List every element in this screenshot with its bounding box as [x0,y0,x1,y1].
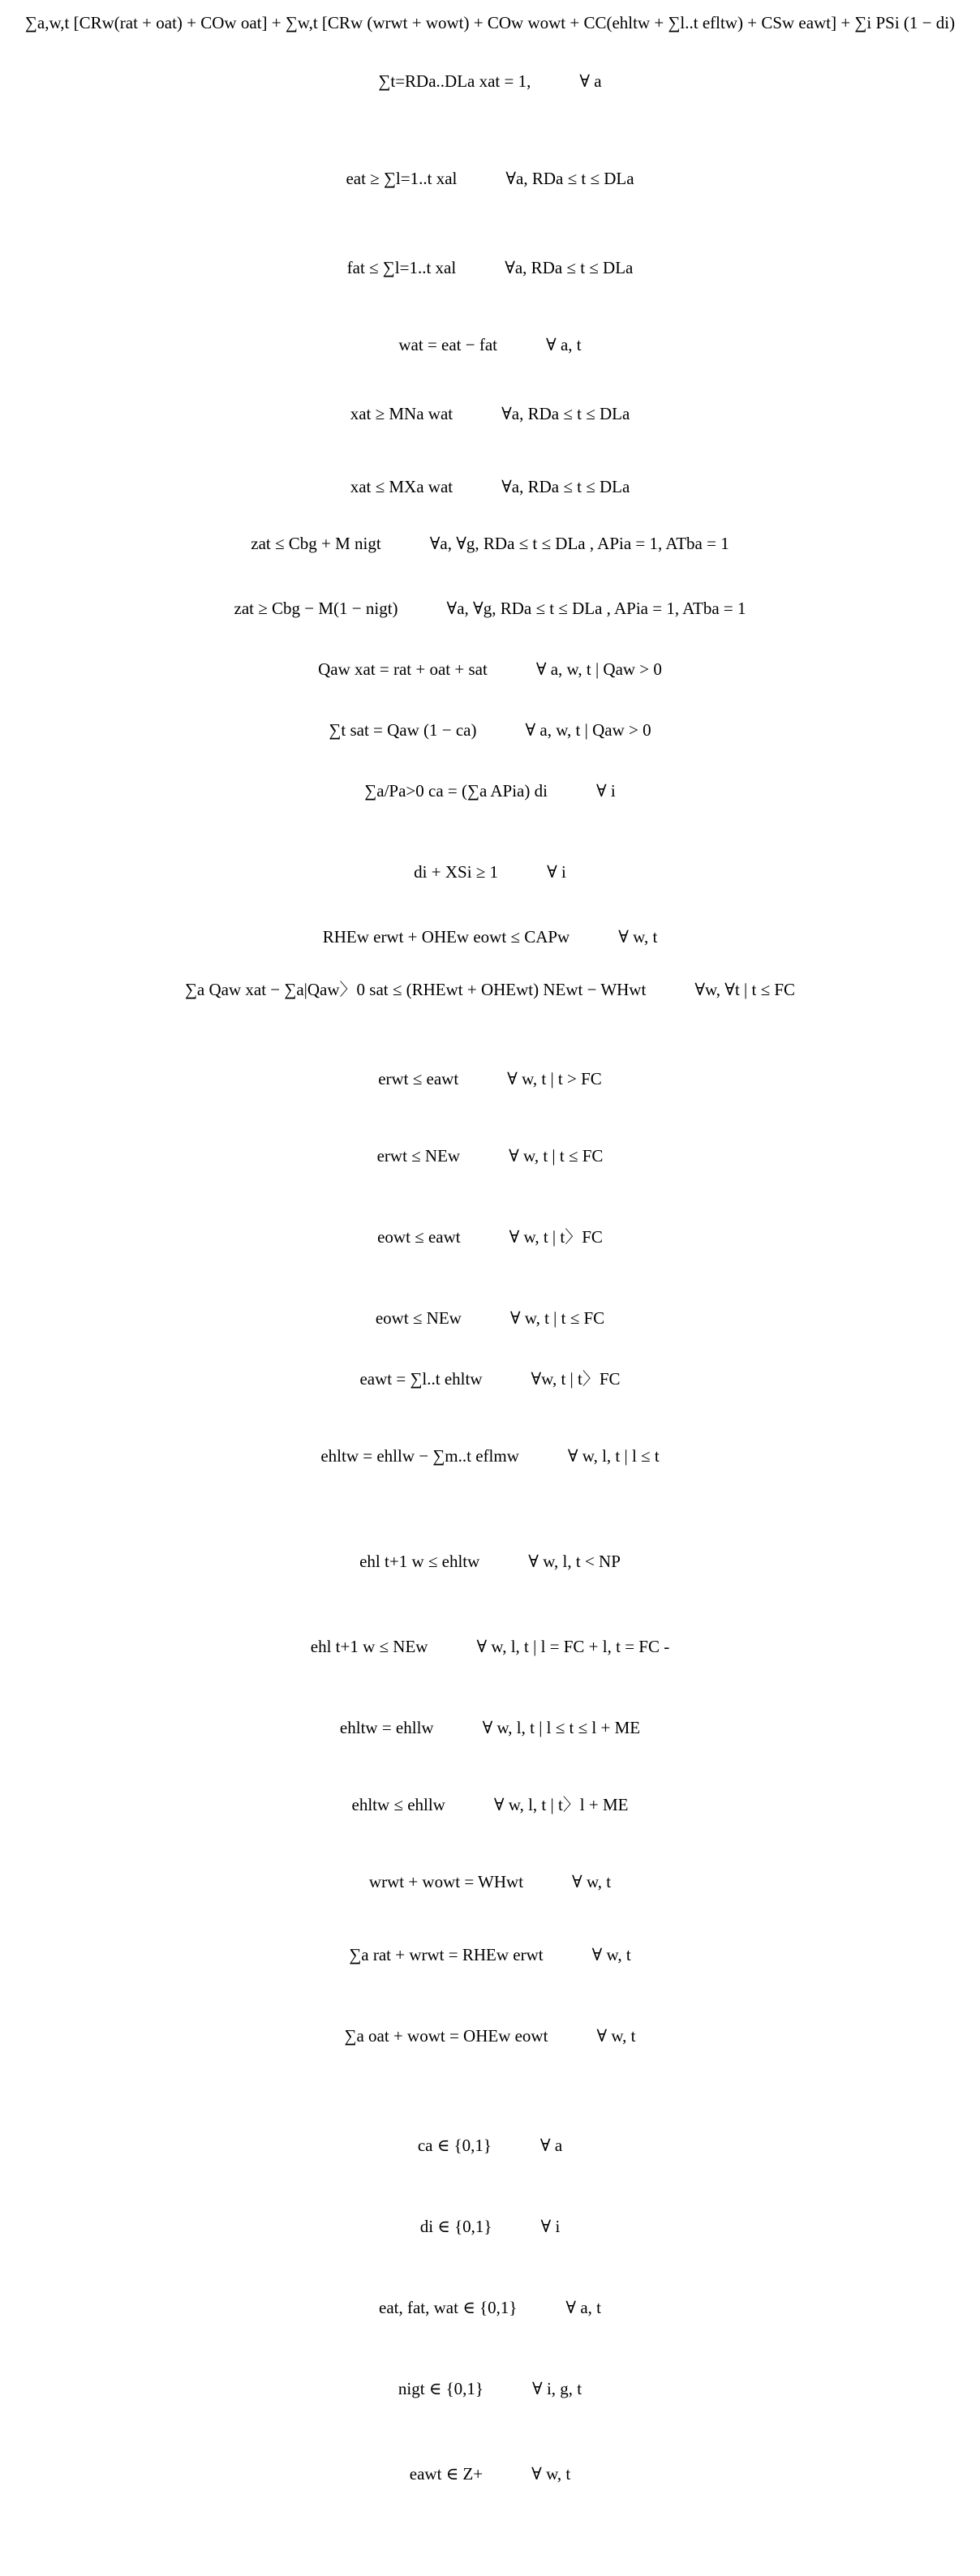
equation-formula: ehl t+1 w ≤ NEw [310,1637,428,1656]
equation-formula: ca ∈ {0,1} [417,2136,492,2155]
equation-row [0,1553,980,1570]
equation-formula: ∑a rat + wrwt = RHEw erwt [349,1945,544,1964]
equation-condition: ∀ w, l, t | t〉l + ME [493,1795,629,1814]
equation-row [0,479,980,496]
equation-condition: ∀ w, t | t ≤ FC [509,1308,605,1328]
equation-condition: ∀ a, t [546,335,582,354]
equation-formula: erwt ≤ eawt [378,1069,459,1088]
equation-condition: ∀ w, t | t〉FC [509,1227,603,1247]
equation-row [0,1071,980,1088]
equation-formula: ehltw ≤ ehllw [351,1795,445,1814]
equation-condition: ∀a, RDa ≤ t ≤ DLa [505,169,634,188]
equation-row [0,1310,980,1327]
equation-row [0,2028,980,2045]
equation-formula: eat ≥ ∑l=1..t xal [346,169,458,188]
equation-formula: eawt = ∑l..t ehltw [359,1369,483,1389]
equation-condition: ∀a, RDa ≤ t ≤ DLa [501,477,630,496]
equation-formula: ∑a Qaw xat − ∑a|Qaw〉0 sat ≤ (RHEwt + OHEwt) NEwt − WHwt [184,980,647,999]
equation-condition: ∀ w, l, t | l ≤ t [567,1446,660,1466]
equation-formula: eawt ∈ Z+ [409,2464,484,2484]
equation-condition: ∀w, t | t〉FC [531,1369,621,1389]
equation-condition: ∀a, RDa ≤ t ≤ DLa [501,404,630,423]
equation-formula: wat = eat − fat [398,335,498,354]
equation-formula: erwt ≤ NEw [376,1146,461,1166]
equation-condition: ∀w, ∀t | t ≤ FC [694,980,796,999]
equation-condition: ∀ i [540,2217,561,2236]
equation-condition: ∀ w, t [596,2026,636,2046]
equation-formula: wrwt + wowt = WHwt [368,1872,524,1891]
equation-row [0,2299,980,2316]
equation-formula: zat ≤ Cbg + M nigt [251,534,381,553]
equation-formula: ehltw = ehllw [339,1718,434,1737]
equation-row [0,1638,980,1655]
equation-row [0,929,980,946]
equation-row [0,170,980,187]
equation-row [0,783,980,800]
equation-condition: ∀ w, t [618,927,658,947]
equation-row [0,661,980,678]
equation-formula: xat ≥ MNa wat [350,404,453,423]
equation-row [0,981,980,998]
equation-formula: xat ≤ MXa wat [350,477,453,496]
equation-condition: ∀ w, t | t ≤ FC [509,1146,604,1166]
equation-formula: di ∈ {0,1} [419,2217,492,2236]
equation-row [0,2218,980,2235]
equation-row [0,337,980,354]
equation-condition: ∀ w, t [572,1872,612,1891]
equation-condition: ∀ a, w, t | Qaw > 0 [525,720,651,740]
equation-condition: ∀ w, t [531,2464,571,2484]
equation-formula: eowt ≤ eawt [377,1227,461,1247]
equation-condition: ∀a, ∀g, RDa ≤ t ≤ DLa , APia = 1, ATba = 1 [429,534,729,553]
equation-row [0,73,980,90]
equation-formula: zat ≥ Cbg − M(1 − nigt) [234,599,398,618]
equation-condition: ∀ i [547,862,566,882]
equation-row [0,864,980,881]
equation-formula: ehl t+1 w ≤ ehltw [359,1552,480,1571]
equation-condition: ∀a, RDa ≤ t ≤ DLa [505,258,634,277]
equation-formula: eat, fat, wat ∈ {0,1} [379,2298,518,2317]
equation-condition: ∀ w, l, t | l = FC + l, t = FC - [476,1637,670,1656]
equation-formula: ∑a,w,t [CRw(rat + oat) + COw oat] + ∑w,t [CRw (wrwt + wowt) + COw wowt + CC(ehltw + ∑l..t efltw) + CSw eawt] + ∑i PSi (1 − di) [24,13,956,32]
equation-row [0,15,980,32]
equation-formula: Qaw xat = rat + oat + sat [318,659,488,679]
equation-row [0,1947,980,1964]
equation-condition: ∀ a, t [565,2298,601,2317]
equation-row [0,1371,980,1388]
equation-condition: ∀ a [579,71,602,91]
equation-row [0,406,980,423]
equation-row [0,600,980,617]
equation-row [0,1148,980,1165]
equation-row [0,1719,980,1737]
equation-row [0,2381,980,2398]
equation-condition: ∀ a [539,2136,563,2155]
equation-row [0,2137,980,2154]
equation-row [0,1874,980,1891]
equation-row [0,722,980,739]
equation-condition: ∀ w, l, t | l ≤ t ≤ l + ME [482,1718,641,1737]
equation-formula: ∑t=RDa..DLa xat = 1, [378,71,531,91]
equation-condition: ∀ a, w, t | Qaw > 0 [535,659,662,679]
equation-formula: ∑t sat = Qaw (1 − ca) [329,720,477,740]
equation-row [0,1448,980,1465]
equation-formula: nigt ∈ {0,1} [398,2379,484,2398]
equation-row [0,1797,980,1814]
equation-formula: di + XSi ≥ 1 [414,862,499,882]
equation-row [0,260,980,277]
equation-row [0,1229,980,1246]
equation-formula: ∑a oat + wowt = OHEw eowt [344,2026,548,2046]
equation-condition: ∀ w, t [591,1945,631,1964]
equation-row [0,2466,980,2483]
equation-condition: ∀ i [595,781,616,801]
equation-formula: ∑a/Pa>0 ca = (∑a APia) di [364,781,548,801]
equation-formula: fat ≤ ∑l=1..t xal [346,258,457,277]
equation-condition: ∀ w, l, t < NP [528,1552,621,1571]
equation-row [0,535,980,552]
equation-formula: RHEw erwt + OHEw eowt ≤ CAPw [322,927,570,947]
equation-formula: ehltw = ehllw − ∑m..t eflmw [320,1446,519,1466]
equation-condition: ∀a, ∀g, RDa ≤ t ≤ DLa , APia = 1, ATba = 1 [446,599,746,618]
equation-condition: ∀ i, g, t [532,2379,582,2398]
equation-formula: eowt ≤ NEw [375,1308,462,1328]
equation-condition: ∀ w, t | t > FC [507,1069,602,1088]
